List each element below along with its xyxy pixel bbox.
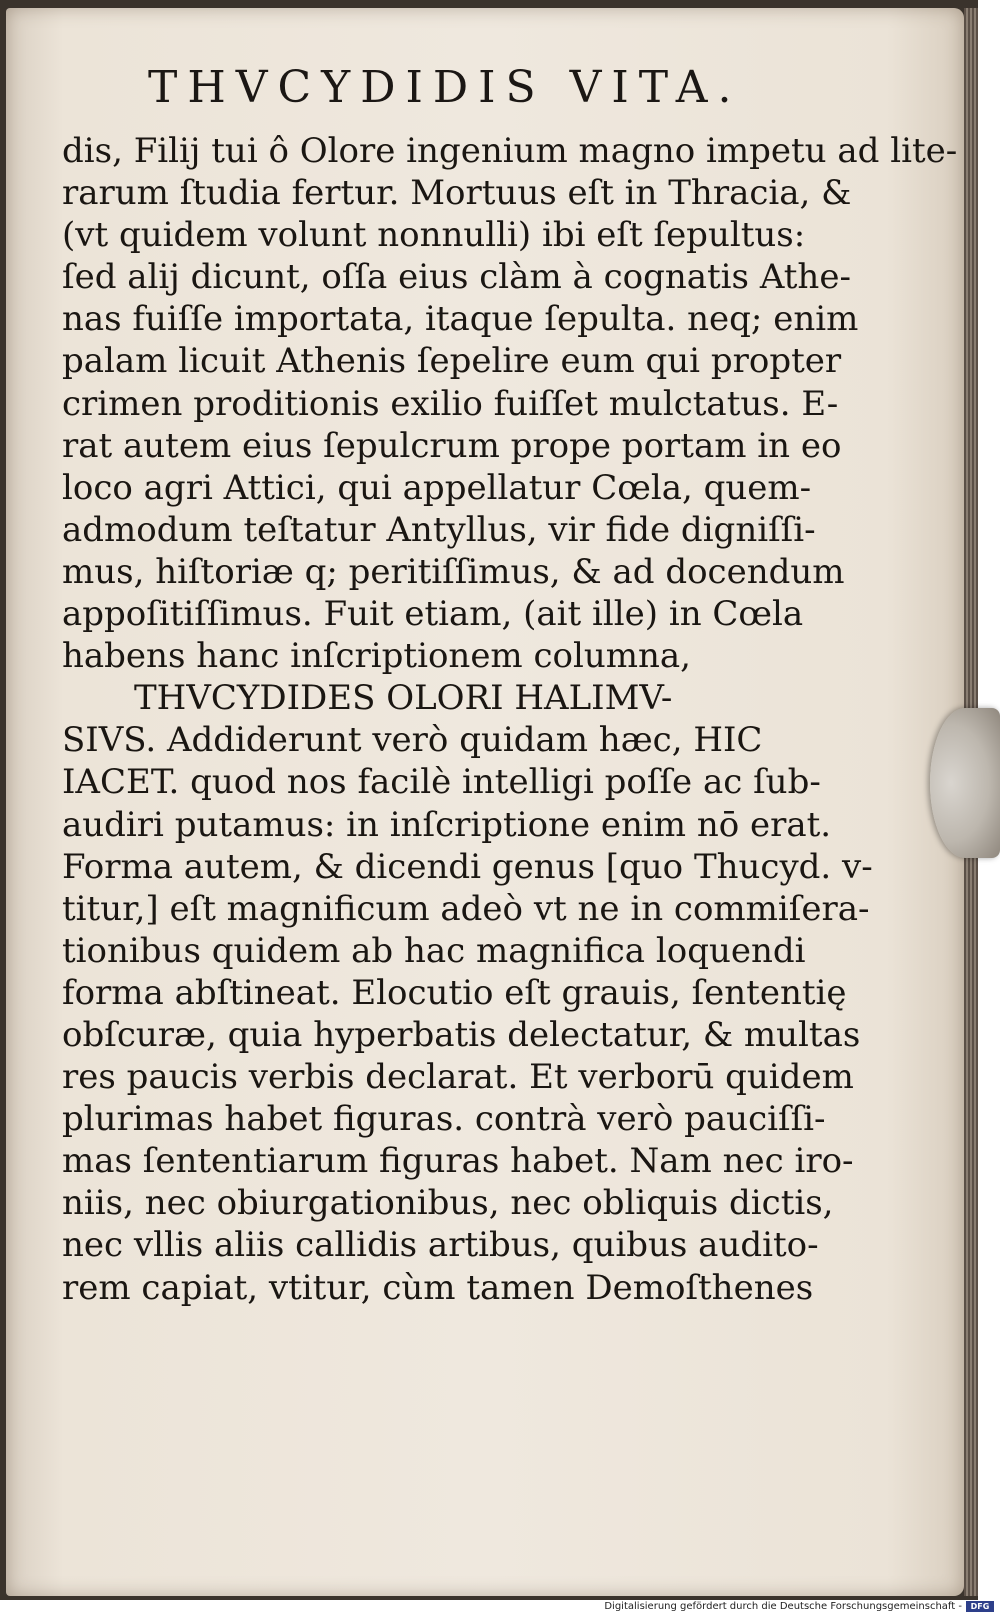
text-line: forma abſtineat. Elocutio eſt grauis, ſententię (62, 972, 847, 1013)
text-line: SIVS. Addiderunt verò quidam hæc, HIC (62, 720, 763, 761)
text-line: dis, Filij tui ô Olore ingenium magno impetu ad lite- (62, 131, 958, 171)
text-line: rarum ſtudia fertur. Mortuus eſt in Thracia, & (62, 173, 852, 214)
text-line: appoſitiſſimus. Fuit etiam, (ait ille) in Cœla (62, 594, 804, 635)
text-line: rem capiat, vtitur, cùm tamen Demoſthenes (62, 1267, 814, 1308)
text-line: audiri putamus: in inſcriptione enim nō erat. (62, 804, 832, 845)
text-line: titur,] eſt magnificum adeò vt ne in commiſera- (62, 888, 870, 929)
text-line: IACET. quod nos facilè intelligi poſſe ac ſub- (62, 762, 821, 803)
running-head: THVCYDIDIS VITA. (148, 62, 742, 113)
digitization-footer (0, 1600, 1000, 1613)
text-line: palam licuit Athenis ſepelire eum qui propter (62, 341, 842, 382)
text-line: mus, hiſtoriæ q; peritiſſimus, & ad docendum (62, 551, 845, 592)
text-line: nec vllis aliis callidis artibus, quibus audito- (62, 1225, 819, 1266)
text-line: ſed alij dicunt, oſſa eius clàm à cognatis Athe- (62, 257, 851, 298)
dfg-logo: DFG (966, 1601, 994, 1612)
text-line: admodum teſtatur Antyllus, vir fide digniſſi- (62, 509, 816, 550)
text-line: res paucis verbis declarat. Et verborū quidem (62, 1057, 854, 1098)
text-line: plurimas habet figuras. contrà verò pauciſſi- (62, 1099, 826, 1140)
body-text (62, 130, 958, 1309)
text-line: (vt quidem volunt nonnulli) ibi eſt ſepultus: (62, 215, 806, 256)
text-line: THVCYDIDES OLORI HALIMV- (134, 678, 673, 719)
text-line: habens hanc inſcriptionem columna, (62, 636, 691, 677)
text-line: loco agri Attici, qui appellatur Cœla, quem- (62, 467, 812, 508)
text-line: nas fuiſſe importata, itaque ſepulta. neq; enim (62, 299, 859, 340)
text-line: crimen proditionis exilio fuiſſet mulctatus. E- (62, 383, 839, 424)
book-clasp (930, 708, 1000, 858)
text-line: niis, nec obiurgationibus, nec obliquis dictis, (62, 1183, 834, 1224)
text-line: rat autem eius ſepulcrum prope portam in eo (62, 425, 842, 466)
text-line: Forma autem, & dicendi genus [quo Thucyd. v- (62, 846, 873, 887)
text-line: mas ſententiarum figuras habet. Nam nec iro- (62, 1141, 854, 1182)
funding-credit: Digitalisierung gefördert durch die Deutsche Forschungsgemeinschaft - (604, 1601, 962, 1612)
text-line: tionibus quidem ab hac magnifica loquendi (62, 930, 806, 971)
text-line: obſcuræ, quia hyperbatis delectatur, & multas (62, 1014, 861, 1055)
